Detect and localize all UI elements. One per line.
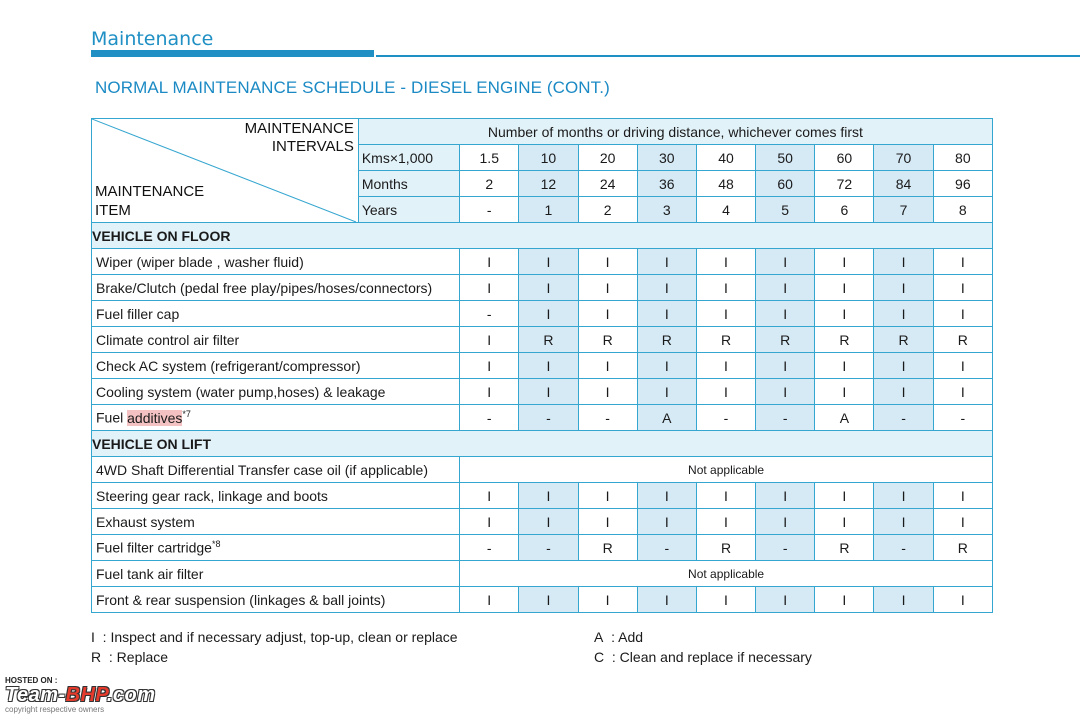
- legend-code: R: [91, 649, 102, 665]
- legend-text: : Add: [611, 629, 644, 645]
- section-heading: VEHICLE ON LIFT: [92, 431, 993, 457]
- schedule-value: I: [815, 587, 874, 613]
- watermark-logo: [5, 676, 195, 714]
- schedule-value: I: [696, 587, 755, 613]
- schedule-value: A: [815, 405, 874, 431]
- interval-value: 48: [696, 171, 755, 197]
- schedule-value: I: [756, 275, 815, 301]
- corner-intervals-label: [245, 120, 354, 156]
- table-row: [92, 353, 993, 379]
- maintenance-item-name: [92, 301, 460, 327]
- interval-value: 2: [460, 171, 519, 197]
- schedule-value: -: [519, 405, 578, 431]
- schedule-value: I: [933, 275, 992, 301]
- section-row: [92, 223, 993, 249]
- schedule-value: -: [460, 405, 519, 431]
- schedule-value: I: [460, 249, 519, 275]
- maintenance-item-name: [92, 249, 460, 275]
- table-row: [92, 379, 993, 405]
- header-rule-thick: [91, 50, 374, 57]
- table-row: [92, 405, 993, 431]
- schedule-value: I: [578, 509, 637, 535]
- schedule-value: I: [578, 353, 637, 379]
- corner-intervals-line: MAINTENANCE: [244, 120, 354, 137]
- schedule-value: I: [874, 483, 933, 509]
- table-row: [92, 249, 993, 275]
- maintenance-schedule-table: [91, 118, 993, 613]
- interval-value: 12: [519, 171, 578, 197]
- legend-code: A: [594, 629, 604, 645]
- interval-value: 10: [519, 145, 578, 171]
- interval-value: 80: [933, 145, 992, 171]
- schedule-value: I: [578, 275, 637, 301]
- schedule-value: I: [756, 587, 815, 613]
- interval-value: 4: [696, 197, 755, 223]
- legend-code: I: [91, 629, 95, 645]
- schedule-value: -: [756, 535, 815, 561]
- schedule-value: I: [874, 587, 933, 613]
- schedule-value: I: [815, 275, 874, 301]
- table-row: [92, 587, 993, 613]
- legend-add: [594, 629, 643, 645]
- corner-intervals-line: INTERVALS: [271, 138, 354, 155]
- maintenance-item-name: [92, 353, 460, 379]
- item-name-text: Wiper (wiper blade , washer fluid): [96, 253, 304, 270]
- interval-value: 36: [637, 171, 696, 197]
- schedule-value: R: [578, 327, 637, 353]
- schedule-value: I: [756, 379, 815, 405]
- interval-value: 1: [519, 197, 578, 223]
- schedule-value: I: [815, 249, 874, 275]
- schedule-value: I: [756, 353, 815, 379]
- schedule-value: I: [815, 353, 874, 379]
- schedule-value: I: [933, 353, 992, 379]
- table-row: [92, 457, 993, 483]
- schedule-value: -: [874, 535, 933, 561]
- corner-item-label: [95, 182, 204, 220]
- maintenance-item-name: [92, 275, 460, 301]
- interval-value: 2: [578, 197, 637, 223]
- schedule-value: R: [696, 327, 755, 353]
- schedule-value: I: [637, 249, 696, 275]
- schedule-value: I: [874, 301, 933, 327]
- maintenance-item-name: [92, 587, 460, 613]
- schedule-value: R: [815, 535, 874, 561]
- item-name-text: Front & rear suspension (linkages & ball joints): [96, 591, 386, 608]
- schedule-value: R: [815, 327, 874, 353]
- schedule-value: I: [578, 379, 637, 405]
- schedule-value: I: [933, 587, 992, 613]
- schedule-value: R: [933, 327, 992, 353]
- interval-value: 1.5: [460, 145, 519, 171]
- schedule-value: A: [637, 405, 696, 431]
- item-name-text: Fuel: [96, 409, 128, 426]
- schedule-value: I: [696, 509, 755, 535]
- schedule-value: I: [933, 249, 992, 275]
- interval-value: 96: [933, 171, 992, 197]
- table-row: [92, 509, 993, 535]
- header-corner-cell: [92, 119, 359, 223]
- schedule-value: I: [874, 509, 933, 535]
- watermark-brand-b: BHP: [65, 684, 107, 706]
- item-name-text: Brake/Clutch (pedal free play/pipes/hoses/connectors): [96, 279, 433, 296]
- maintenance-item-name: [92, 535, 460, 561]
- schedule-value: I: [696, 301, 755, 327]
- schedule-value: I: [933, 483, 992, 509]
- interval-value: 24: [578, 171, 637, 197]
- legend-clean: [594, 649, 812, 665]
- schedule-value: -: [578, 405, 637, 431]
- section-heading: VEHICLE ON FLOOR: [92, 223, 993, 249]
- schedule-value: I: [756, 509, 815, 535]
- schedule-value: I: [756, 249, 815, 275]
- maintenance-item-name: [92, 509, 460, 535]
- schedule-value: I: [578, 483, 637, 509]
- schedule-value: I: [933, 509, 992, 535]
- interval-value: 60: [815, 145, 874, 171]
- table-row: [92, 483, 993, 509]
- footnote-marker: *8: [211, 539, 221, 550]
- not-applicable-cell: Not applicable: [460, 457, 993, 483]
- interval-value: 20: [578, 145, 637, 171]
- interval-value: -: [460, 197, 519, 223]
- table-row: [92, 301, 993, 327]
- item-name-text: Cooling system (water pump,hoses) & leakage: [96, 383, 386, 400]
- interval-value: 84: [874, 171, 933, 197]
- schedule-value: -: [696, 405, 755, 431]
- schedule-value: I: [815, 301, 874, 327]
- schedule-value: I: [815, 509, 874, 535]
- schedule-value: I: [874, 275, 933, 301]
- item-name-text: Fuel filler cap: [96, 305, 180, 322]
- maintenance-item-name: [92, 379, 460, 405]
- interval-row-label: Years: [358, 197, 459, 223]
- schedule-value: I: [519, 301, 578, 327]
- schedule-value: -: [460, 301, 519, 327]
- interval-value: 5: [756, 197, 815, 223]
- table-row: [92, 327, 993, 353]
- watermark-brand: [5, 684, 156, 707]
- item-name-text: Steering gear rack, linkage and boots: [96, 487, 328, 504]
- legend-inspect: [91, 629, 458, 645]
- schedule-value: I: [696, 249, 755, 275]
- section-title: Maintenance: [91, 28, 214, 50]
- schedule-value: I: [578, 301, 637, 327]
- table-row: [92, 275, 993, 301]
- corner-item-line: MAINTENANCE: [95, 183, 205, 200]
- interval-value: 7: [874, 197, 933, 223]
- interval-value: 72: [815, 171, 874, 197]
- maintenance-item-name: [92, 483, 460, 509]
- schedule-value: R: [519, 327, 578, 353]
- schedule-value: -: [460, 535, 519, 561]
- schedule-value: I: [519, 509, 578, 535]
- schedule-value: I: [460, 587, 519, 613]
- watermark-hosted: HOSTED ON :: [5, 676, 58, 685]
- legend-text: : Clean and replace if necessary: [611, 649, 812, 665]
- schedule-value: I: [637, 275, 696, 301]
- interval-value: 70: [874, 145, 933, 171]
- interval-value: 30: [637, 145, 696, 171]
- watermark-brand-c: .com: [106, 684, 156, 706]
- legend-replace: [91, 649, 168, 665]
- schedule-value: I: [519, 249, 578, 275]
- schedule-value: I: [815, 483, 874, 509]
- schedule-value: R: [637, 327, 696, 353]
- schedule-value: I: [696, 275, 755, 301]
- interval-row-label: Months: [358, 171, 459, 197]
- schedule-value: I: [637, 353, 696, 379]
- schedule-value: I: [933, 301, 992, 327]
- schedule-value: -: [756, 405, 815, 431]
- footnote-marker: *7: [182, 409, 191, 420]
- interval-value: 50: [756, 145, 815, 171]
- legend-text: : Replace: [108, 649, 169, 665]
- item-name-text: Exhaust system: [96, 513, 195, 530]
- header-row: [92, 119, 993, 145]
- schedule-value: I: [578, 587, 637, 613]
- item-name-text: Check AC system (refrigerant/compressor): [96, 357, 361, 374]
- schedule-value: I: [874, 249, 933, 275]
- legend-code: C: [594, 649, 605, 665]
- schedule-value: I: [519, 483, 578, 509]
- schedule-value: I: [696, 379, 755, 405]
- schedule-value: I: [519, 353, 578, 379]
- interval-value: 40: [696, 145, 755, 171]
- interval-value: 60: [756, 171, 815, 197]
- schedule-value: I: [696, 483, 755, 509]
- schedule-value: I: [460, 379, 519, 405]
- schedule-value: R: [933, 535, 992, 561]
- schedule-value: I: [460, 483, 519, 509]
- schedule-value: I: [874, 353, 933, 379]
- schedule-value: I: [519, 275, 578, 301]
- schedule-value: I: [637, 483, 696, 509]
- table-row: [92, 535, 993, 561]
- schedule-value: R: [696, 535, 755, 561]
- schedule-value: I: [637, 587, 696, 613]
- header-rule-thin: [376, 55, 1080, 57]
- schedule-value: I: [637, 379, 696, 405]
- schedule-value: I: [756, 301, 815, 327]
- schedule-value: R: [874, 327, 933, 353]
- interval-row-label: Kms×1,000: [358, 145, 459, 171]
- interval-value: 6: [815, 197, 874, 223]
- schedule-value: I: [460, 327, 519, 353]
- schedule-value: I: [874, 379, 933, 405]
- page-title: NORMAL MAINTENANCE SCHEDULE - DIESEL ENGINE (CONT.): [95, 78, 610, 97]
- legend-text: : Inspect and if necessary adjust, top-up, clean or replace: [102, 629, 458, 645]
- schedule-value: -: [874, 405, 933, 431]
- schedule-value: I: [637, 509, 696, 535]
- maintenance-item-name: [92, 561, 460, 587]
- schedule-value: R: [756, 327, 815, 353]
- maintenance-item-name: [92, 457, 460, 483]
- schedule-value: R: [578, 535, 637, 561]
- item-name-highlight: additives: [127, 409, 183, 426]
- interval-value: 3: [637, 197, 696, 223]
- schedule-value: I: [933, 379, 992, 405]
- schedule-value: I: [460, 353, 519, 379]
- maintenance-item-name: [92, 327, 460, 353]
- not-applicable-cell: Not applicable: [460, 561, 993, 587]
- item-name-text: Fuel filter cartridge: [96, 539, 212, 556]
- schedule-value: I: [637, 301, 696, 327]
- schedule-value: I: [519, 587, 578, 613]
- schedule-value: I: [519, 379, 578, 405]
- schedule-value: I: [460, 275, 519, 301]
- schedule-value: I: [815, 379, 874, 405]
- schedule-value: I: [578, 249, 637, 275]
- corner-item-line: ITEM: [95, 202, 131, 219]
- schedule-value: I: [756, 483, 815, 509]
- interval-span-header: Number of months or driving distance, whichever comes first: [358, 119, 992, 145]
- schedule-value: -: [637, 535, 696, 561]
- schedule-value: I: [696, 353, 755, 379]
- section-row: [92, 431, 993, 457]
- watermark-copyright: copyright respective owners: [5, 705, 105, 714]
- interval-value: 8: [933, 197, 992, 223]
- item-name-text: Climate control air filter: [96, 331, 240, 348]
- table-row: [92, 561, 993, 587]
- maintenance-item-name: [92, 405, 460, 431]
- watermark-brand-a: Team-: [5, 684, 66, 706]
- schedule-value: I: [460, 509, 519, 535]
- schedule-value: -: [933, 405, 992, 431]
- item-name-text: 4WD Shaft Differential Transfer case oil (if applicable): [96, 461, 428, 478]
- schedule-value: -: [519, 535, 578, 561]
- item-name-text: Fuel tank air filter: [96, 565, 204, 582]
